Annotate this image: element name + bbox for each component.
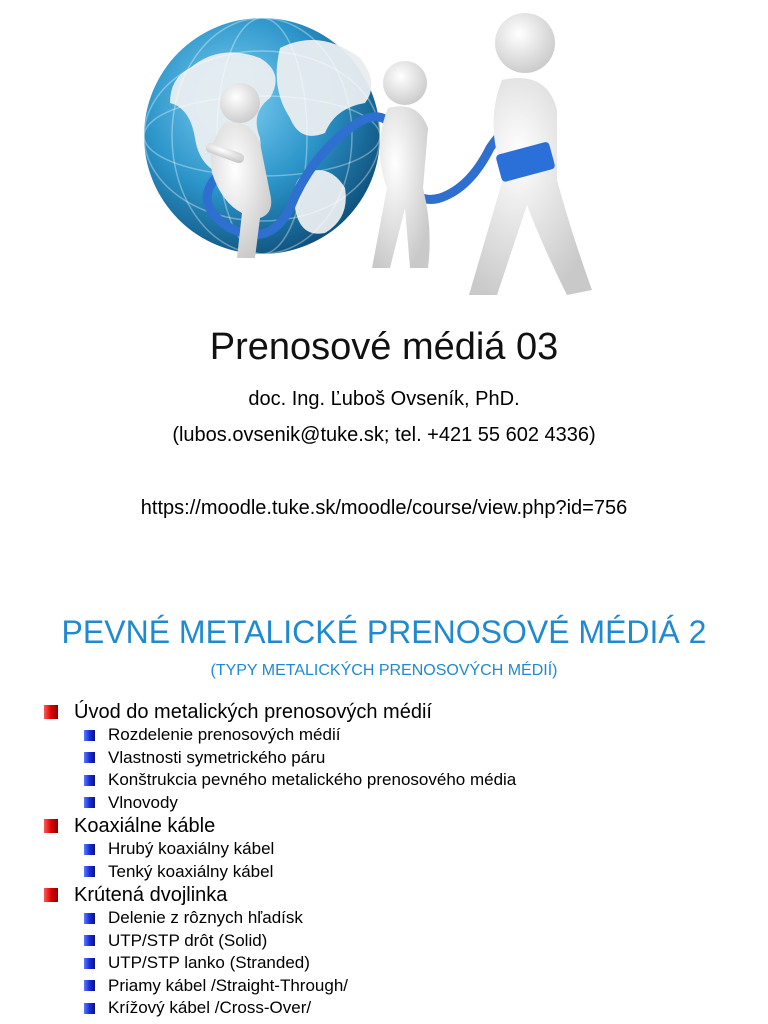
outline-subitem-label: Delenie z rôznych hľadísk [108,908,303,928]
figure-middle-icon [372,61,430,268]
outline-item-label: Úvod do metalických prenosových médií [74,701,432,723]
outline-subitem [84,769,744,792]
slide-title: PEVNÉ METALICKÉ PRENOSOVÉ MÉDIÁ 2 [61,614,707,650]
slide-title: Prenosové médiá 03 [209,326,559,368]
author-contact: (lubos.ovsenik@tuke.sk; tel. +421 55 602 4336) [172,424,596,446]
outline-subitem-label: Vlnovody [108,792,178,812]
outline-subitem-label: Hrubý koaxiálny kábel [108,839,275,859]
outline-subitem [84,861,744,884]
globe-network-illustration [130,8,610,313]
outline-subitem [84,930,744,953]
red-square-bullet-icon [44,888,58,902]
outline-subitem [84,975,744,998]
blue-square-bullet-icon [84,775,95,786]
outline-subitem-label: Konštrukcia pevného metalického prenosového média [108,770,517,790]
outline-subitem [84,838,744,861]
outline-item [44,814,744,838]
outline-subitem-label: Krížový kábel /Cross-Over/ [108,998,312,1018]
outline-subitem [84,724,744,747]
blue-square-bullet-icon [84,866,95,877]
outline-subitem-label: UTP/STP lanko (Stranded) [108,953,310,973]
blue-square-bullet-icon [84,752,95,763]
slide-subtitle: (TYPY METALICKÝCH PRENOSOVÝCH MÉDIÍ) [210,662,558,679]
outline-subitem-label: Vlastnosti symetrického páru [108,747,326,767]
blue-square-bullet-icon [84,958,95,969]
outline-slide [0,580,768,1024]
outline-item-label: Krútená dvojlinka [74,884,228,906]
red-square-bullet-icon [44,705,58,719]
blue-square-bullet-icon [84,797,95,808]
blue-square-bullet-icon [84,844,95,855]
outline-subitem [84,997,744,1020]
blue-square-bullet-icon [84,730,95,741]
blue-square-bullet-icon [84,935,95,946]
author-name: doc. Ing. Ľuboš Ovseník, PhD. [248,388,520,410]
outline-subitem-label: UTP/STP drôt (Solid) [108,930,268,950]
outline-item [44,700,744,724]
blue-square-bullet-icon [84,913,95,924]
course-url-link[interactable]: https://moodle.tuke.sk/moodle/course/view.php?id=756 [140,497,628,519]
outline-subitem [84,747,744,770]
red-square-bullet-icon [44,819,58,833]
outline-subitem-label: Priamy kábel /Straight-Through/ [108,975,348,995]
outline-subitem-label: Rozdelenie prenosových médií [108,725,341,745]
blue-square-bullet-icon [84,980,95,991]
outline-list [44,700,744,1020]
outline-item-label: Koaxiálne káble [74,815,216,837]
outline-item [44,883,744,907]
blue-square-bullet-icon [84,1003,95,1014]
outline-subitem [84,952,744,975]
outline-subitem-label: Tenký koaxiálny kábel [108,861,274,881]
outline-subitem [84,907,744,930]
outline-subitem [84,792,744,815]
